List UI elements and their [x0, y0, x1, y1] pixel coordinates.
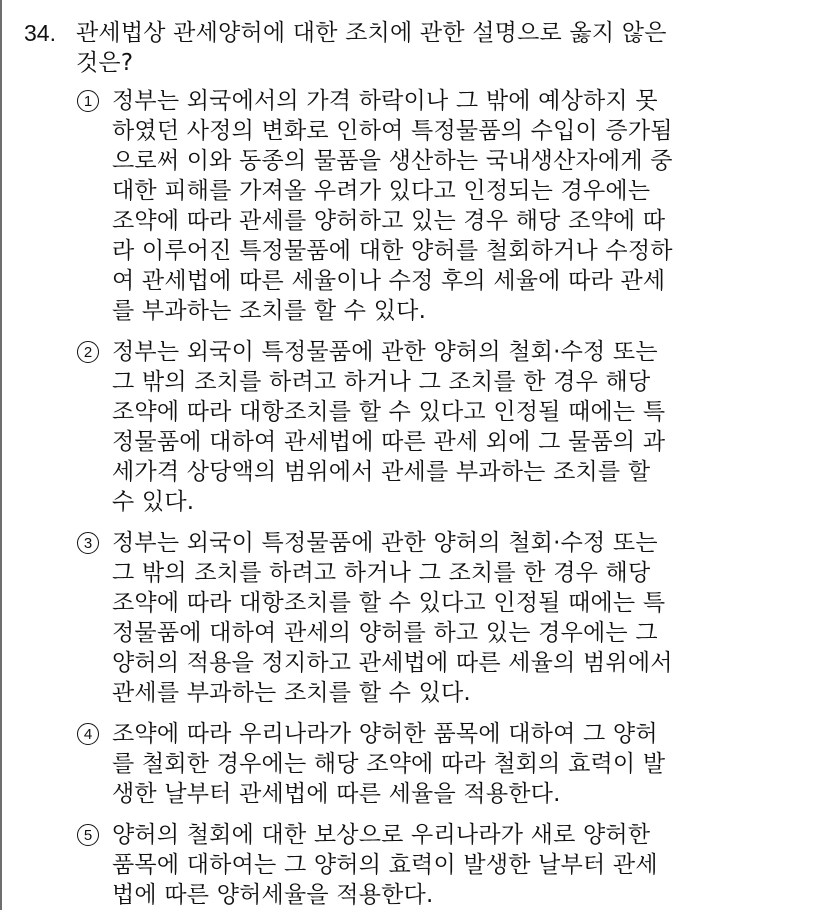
- option-2-line: 조약에 따라 대항조치를 할 수 있다고 인정될 때에는 특: [112, 399, 666, 425]
- option-4-line: 를 철회한 경우에는 해당 조약에 따라 철회의 효력이 발: [112, 751, 666, 777]
- question-text-line-1: 관세법상 관세양허에 대한 조치에 관한 설명으로 옳지 않은: [76, 20, 667, 46]
- option-3-line: 관세를 부과하는 조치를 할 수 있다.: [112, 680, 471, 706]
- option-5-line: 법에 따른 양허세율을 적용한다.: [112, 882, 434, 908]
- option-1-line: 여 관세법에 따른 세율이나 수정 후의 세율에 따라 관세: [112, 268, 666, 294]
- option-2-marker[interactable]: [74, 337, 102, 367]
- option-1-line: 으로써 이와 동종의 물품을 생산하는 국내생산자에게 중: [112, 148, 673, 174]
- option-3-line: 그 밖의 조치를 하려고 하거나 그 조치를 한 경우 해당: [112, 560, 651, 586]
- option-4-line: 생한 날부터 관세법에 따른 세율을 적용한다.: [112, 781, 561, 807]
- option-2-line: 세가격 상당액의 범위에서 관세를 부과하는 조치를 할: [112, 459, 651, 485]
- option-1-line: 조약에 따라 관세를 양허하고 있는 경우 해당 조약에 따: [112, 208, 666, 234]
- option-4-marker[interactable]: [74, 719, 102, 749]
- option-5-line: 품목에 대하여는 그 양허의 효력이 발생한 날부터 관세: [112, 852, 658, 878]
- circled-number-4-icon: 4: [77, 723, 99, 745]
- option-3-line: 조약에 따라 대항조치를 할 수 있다고 인정될 때에는 특: [112, 590, 666, 616]
- circled-number-1-icon: 1: [77, 90, 99, 112]
- option-5-line: 양허의 철회에 대한 보상으로 우리나라가 새로 양허한: [112, 822, 651, 848]
- option-1-line: 하였던 사정의 변화로 인하여 특정물품의 수입이 증가됨: [112, 118, 673, 144]
- option-1-line: 를 부과하는 조치를 할 수 있다.: [112, 298, 427, 324]
- option-3-marker[interactable]: [74, 528, 102, 558]
- option-3-line: 양허의 적용을 정지하고 관세법에 따른 세율의 범위에서: [112, 650, 673, 676]
- option-2-line: 정물품에 대하여 관세법에 따른 관세 외에 그 물품의 과: [112, 429, 666, 455]
- option-1-line: 라 이루어진 특정물품에 대한 양허를 철회하거나 수정하: [112, 238, 673, 264]
- option-3-line: 정물품에 대하여 관세의 양허를 하고 있는 경우에는 그: [112, 620, 658, 646]
- option-2-line: 그 밖의 조치를 하려고 하거나 그 조치를 한 경우 해당: [112, 369, 651, 395]
- option-1-line: 대한 피해를 가져올 우려가 있다고 인정되는 경우에는: [112, 178, 651, 204]
- option-5-marker[interactable]: [74, 820, 102, 850]
- option-1-line: 정부는 외국에서의 가격 하락이나 그 밖에 예상하지 못: [112, 88, 658, 114]
- option-1-marker[interactable]: [74, 86, 102, 116]
- question-text-line-2: 것은?: [76, 50, 134, 76]
- circled-number-5-icon: 5: [77, 824, 99, 846]
- circled-number-2-icon: 2: [77, 341, 99, 363]
- option-3-line: 정부는 외국이 특정물품에 관한 양허의 철회·수정 또는: [112, 530, 658, 556]
- option-4-line: 조약에 따라 우리나라가 양허한 품목에 대하여 그 양허: [112, 721, 658, 747]
- option-2-line: 정부는 외국이 특정물품에 관한 양허의 철회·수정 또는: [112, 339, 658, 365]
- circled-number-3-icon: 3: [77, 532, 99, 554]
- option-2-line: 수 있다.: [112, 489, 195, 515]
- question-number: 34.: [24, 20, 56, 46]
